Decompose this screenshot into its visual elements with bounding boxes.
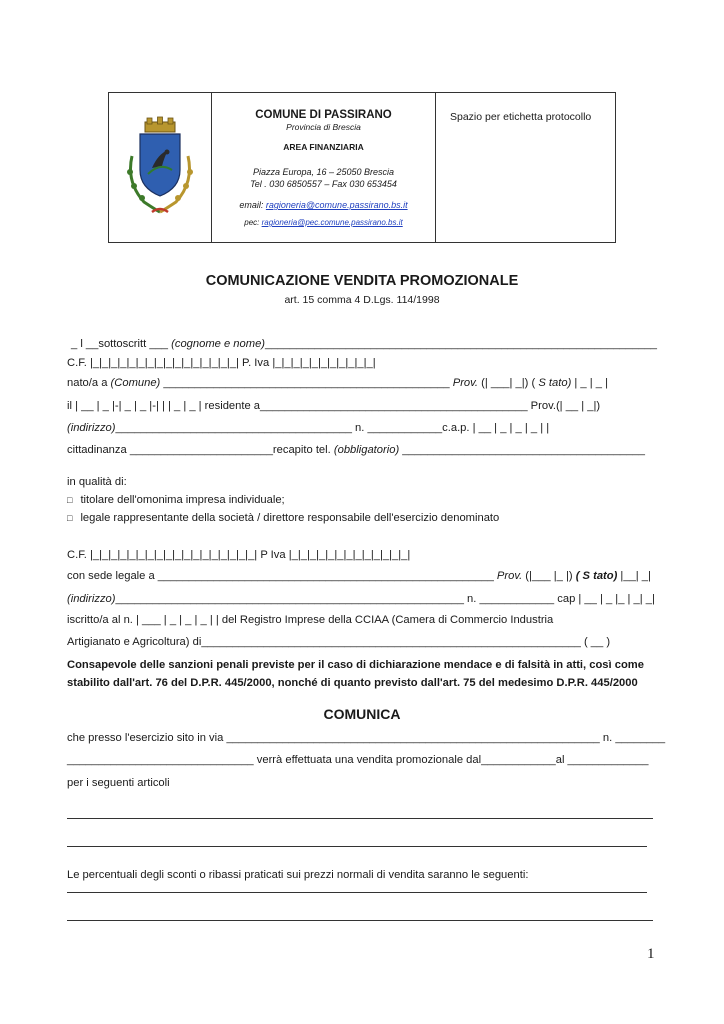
form-line-residence[interactable]: il | __ | _ |-| _ | _ |-| | | _ | _ | residente a___________________________________________ Prov.(| __ | _|) bbox=[67, 400, 601, 412]
text: (Comune) bbox=[110, 377, 161, 389]
text: (|___ |_ |) bbox=[522, 570, 576, 582]
form-line-registry[interactable]: iscritto/a al n. | ___ | _ | _ | _ | | del Registro Imprese della CCIAA (Camera di Commercio Industria bbox=[67, 614, 554, 626]
form-line-address[interactable] bbox=[67, 422, 549, 434]
text: ______________________________________________ bbox=[160, 377, 453, 389]
comunica-line-address[interactable]: che presso l'esercizio sito in via ____________________________________________________________ n. ________ bbox=[67, 732, 666, 744]
text: | _ | _ | bbox=[571, 377, 609, 389]
email-link[interactable]: ragioneria@comune.passirano.bs.it bbox=[265, 200, 408, 210]
text: S tato) bbox=[538, 377, 572, 389]
text: (| ___| _|) ( bbox=[478, 377, 539, 389]
text: legale rappresentante della società / direttore responsabile dell'esercizio denominato bbox=[80, 512, 500, 524]
discounts-answer-line[interactable] bbox=[67, 920, 653, 921]
logo-cell bbox=[109, 93, 212, 242]
text: (cognome e nome) bbox=[171, 338, 266, 350]
text: con sede legale a ______________________________________________________ bbox=[67, 570, 497, 582]
header-box bbox=[108, 92, 616, 243]
protocol-label: Spazio per etichetta protocollo bbox=[450, 111, 592, 123]
option-titolare[interactable] bbox=[67, 494, 285, 506]
comunica-heading: COMUNICA bbox=[323, 706, 401, 722]
text: _______________________________________ bbox=[399, 444, 645, 456]
phone-line: Tel . 030 6850557 – Fax 030 653454 bbox=[250, 179, 397, 189]
municipality-name: COMUNE DI PASSIRANO bbox=[255, 109, 392, 121]
form-line-company-cf[interactable]: C.F. |_|_|_|_|_|_|_|_|_|_|_|_|_|_|_|_|_|_| P Iva |_|_|_|_|_|_|_|_|_|_|_|_|_| bbox=[67, 549, 411, 561]
address-line: Piazza Europa, 16 – 25050 Brescia bbox=[252, 167, 395, 177]
document-title: COMUNICAZIONE VENDITA PROMOZIONALE bbox=[205, 273, 519, 289]
email-line bbox=[212, 200, 435, 210]
form-line-company-seat[interactable] bbox=[67, 570, 651, 582]
discounts-answer-line[interactable] bbox=[67, 892, 647, 893]
email-label: email: bbox=[239, 200, 266, 210]
text: (obbligatorio) bbox=[333, 444, 400, 456]
text: _ l __sottoscritt ___ bbox=[71, 338, 172, 350]
protocol-label-space bbox=[436, 93, 615, 242]
address bbox=[212, 166, 435, 190]
pec-label: pec: bbox=[244, 218, 262, 227]
text: Prov. bbox=[452, 377, 479, 389]
comunica-line-dates[interactable]: ______________________________ verrà effettuata una vendita promozionale dal____________al _____________ bbox=[67, 754, 649, 766]
text: ________________________________________________________ n. ____________ cap | __ | _ |_ | _| _| bbox=[115, 593, 655, 605]
text: ______________________________________ n. ____________c.a.p. | __ | _ | _ | _ | | bbox=[115, 422, 550, 434]
declaration-text: Consapevole delle sanzioni penali previste per il caso di dichiarazione mendace e di falsità in atti, così come stabilito dall'art. 76 del D.P.R. 445/2000, nonché di quanto previsto dall'art. 75 del medesimo D.P.R. 445/2000 bbox=[67, 659, 644, 689]
option-legale[interactable] bbox=[67, 512, 499, 524]
checkbox-icon[interactable]: □ bbox=[67, 513, 73, 523]
coat-of-arms-icon bbox=[118, 116, 202, 220]
province: Provincia di Brescia bbox=[286, 122, 361, 132]
text: titolare dell'omonima impresa individuale; bbox=[80, 494, 285, 506]
qualita-label: in qualità di: bbox=[67, 476, 127, 488]
document-subtitle: art. 15 comma 4 D.Lgs. 114/1998 bbox=[284, 294, 440, 306]
department: AREA FINANZIARIA bbox=[283, 142, 364, 152]
form-line-company-address[interactable] bbox=[67, 593, 655, 605]
articles-answer-line[interactable] bbox=[67, 818, 653, 819]
form-line-cciaa[interactable]: Artigianato e Agricoltura) di_____________________________________________________________ ( __ ) bbox=[67, 636, 611, 648]
form-line-birth[interactable] bbox=[67, 377, 608, 389]
text: (indirizzo) bbox=[67, 593, 116, 605]
form-line-cf[interactable]: C.F. |_|_|_|_|_|_|_|_|_|_|_|_|_|_|_|_| P. Iva |_|_|_|_|_|_|_|_|_|_|_| bbox=[67, 357, 376, 369]
text: |__| _| bbox=[617, 570, 651, 582]
text: nato/a a bbox=[67, 377, 111, 389]
text: Prov. bbox=[496, 570, 523, 582]
articles-answer-line[interactable] bbox=[67, 846, 647, 847]
comunica-line-articles: per i seguenti articoli bbox=[67, 777, 170, 789]
text: ( S tato) bbox=[575, 570, 618, 582]
comunica-line-discounts: Le percentuali degli sconti o ribassi praticati sui prezzi normali di vendita saranno le seguenti: bbox=[67, 869, 529, 881]
page-number: 1 bbox=[647, 946, 655, 962]
pec-link[interactable]: ragioneria@pec.comune.passirano.bs.it bbox=[261, 218, 403, 227]
form-line-citizenship[interactable] bbox=[67, 444, 645, 456]
pec-line bbox=[212, 218, 435, 227]
text: _______________________________________________________________ bbox=[265, 338, 658, 350]
municipality-info bbox=[212, 93, 436, 242]
text: cittadinanza _______________________recapito tel. bbox=[67, 444, 334, 456]
form-line-name[interactable] bbox=[71, 338, 657, 350]
checkbox-icon[interactable]: □ bbox=[67, 495, 73, 505]
text: (indirizzo) bbox=[67, 422, 116, 434]
